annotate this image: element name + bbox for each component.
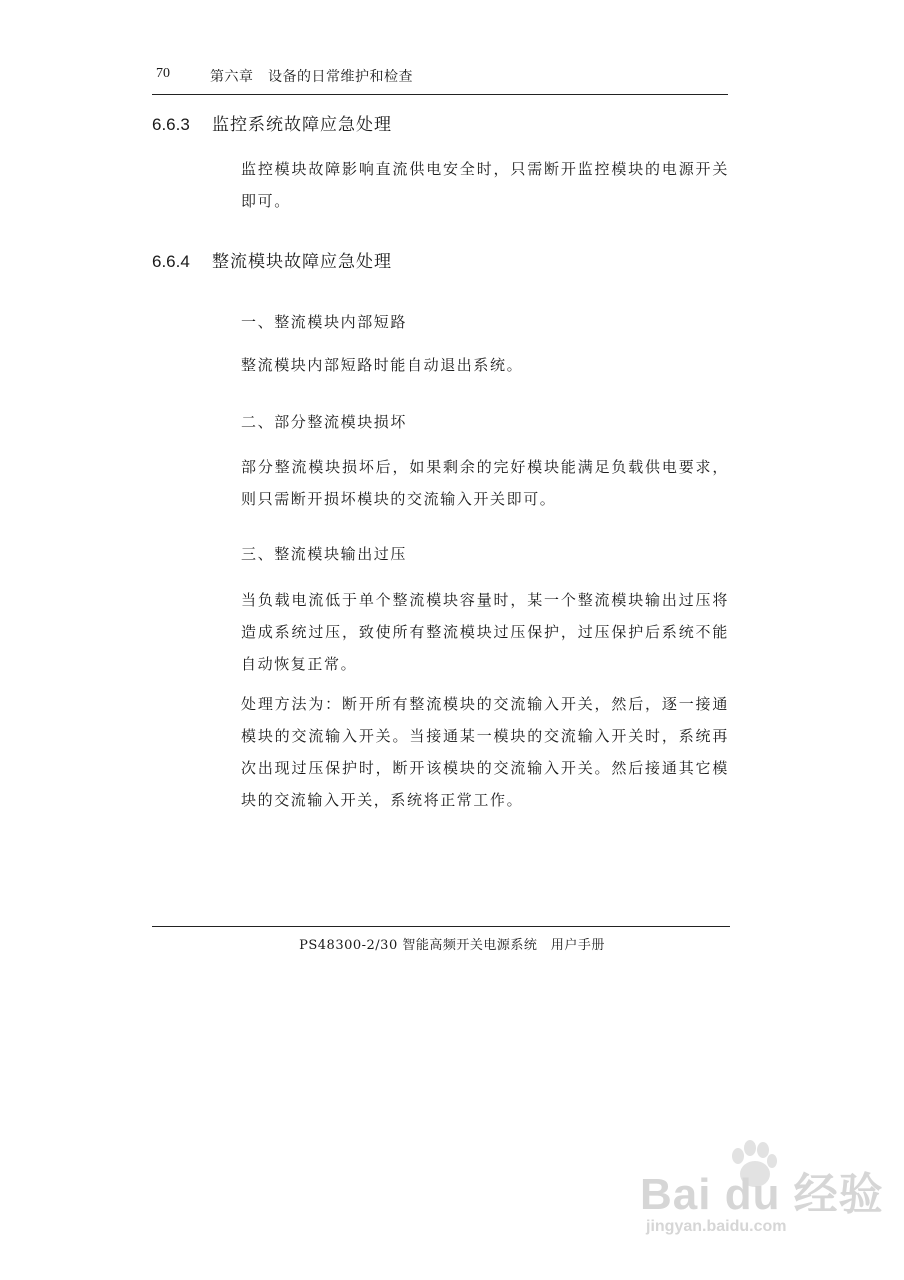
short-circuit-paragraph: 整流模块内部短路时能自动退出系统。 bbox=[241, 356, 524, 374]
section-number: 6.6.4 bbox=[152, 252, 190, 271]
watermark-logo: Bai du 经验 bbox=[640, 1170, 884, 1219]
page-header bbox=[152, 64, 728, 95]
overvoltage-paragraph: 当负载电流低于单个整流模块容量时，某一个整流模块输出过压将造成系统过压，致使所有整流模块过压保护，过压保护后系统不能自动恢复正常。 bbox=[241, 591, 729, 673]
footer-rule bbox=[152, 926, 730, 927]
handling-method-paragraph: 处理方法为：断开所有整流模块的交流输入开关，然后，逐一接通模块的交流输入开关。当接通某一模块的交流输入开关时，系统再次出现过压保护时，断开该模块的交流输入开关。然后接通其它模块的交流输入开关，系统将正常工作。 bbox=[241, 695, 729, 809]
partial-damage-paragraph: 部分整流模块损坏后，如果剩余的完好模块能满足负载供电要求，则只需断开损坏模块的交流输入开关即可。 bbox=[241, 458, 729, 508]
section-number: 6.6.3 bbox=[152, 115, 190, 134]
subsection-heading-short-circuit: 一、整流模块内部短路 bbox=[241, 313, 408, 331]
page-number: 70 bbox=[156, 66, 170, 81]
subsection-heading-overvoltage: 三、整流模块输出过压 bbox=[241, 545, 408, 563]
watermark-url: jingyan.baidu.com bbox=[646, 1218, 787, 1235]
section-title: 整流模块故障应急处理 bbox=[212, 252, 392, 272]
section-heading-6-6-3 bbox=[152, 110, 392, 135]
baidu-jingyan-watermark bbox=[640, 1140, 884, 1250]
chapter-title: 第六章 设备的日常维护和检查 bbox=[210, 69, 413, 85]
subsection-heading-partial-damage: 二、部分整流模块损坏 bbox=[241, 413, 408, 431]
section-heading-6-6-4 bbox=[152, 247, 392, 272]
footer-text: PS48300-2/30 智能高频开关电源系统 用户手册 bbox=[299, 938, 605, 953]
section-title: 监控系统故障应急处理 bbox=[212, 115, 392, 135]
monitor-fault-paragraph: 监控模块故障影响直流供电安全时，只需断开监控模块的电源开关即可。 bbox=[241, 160, 729, 210]
